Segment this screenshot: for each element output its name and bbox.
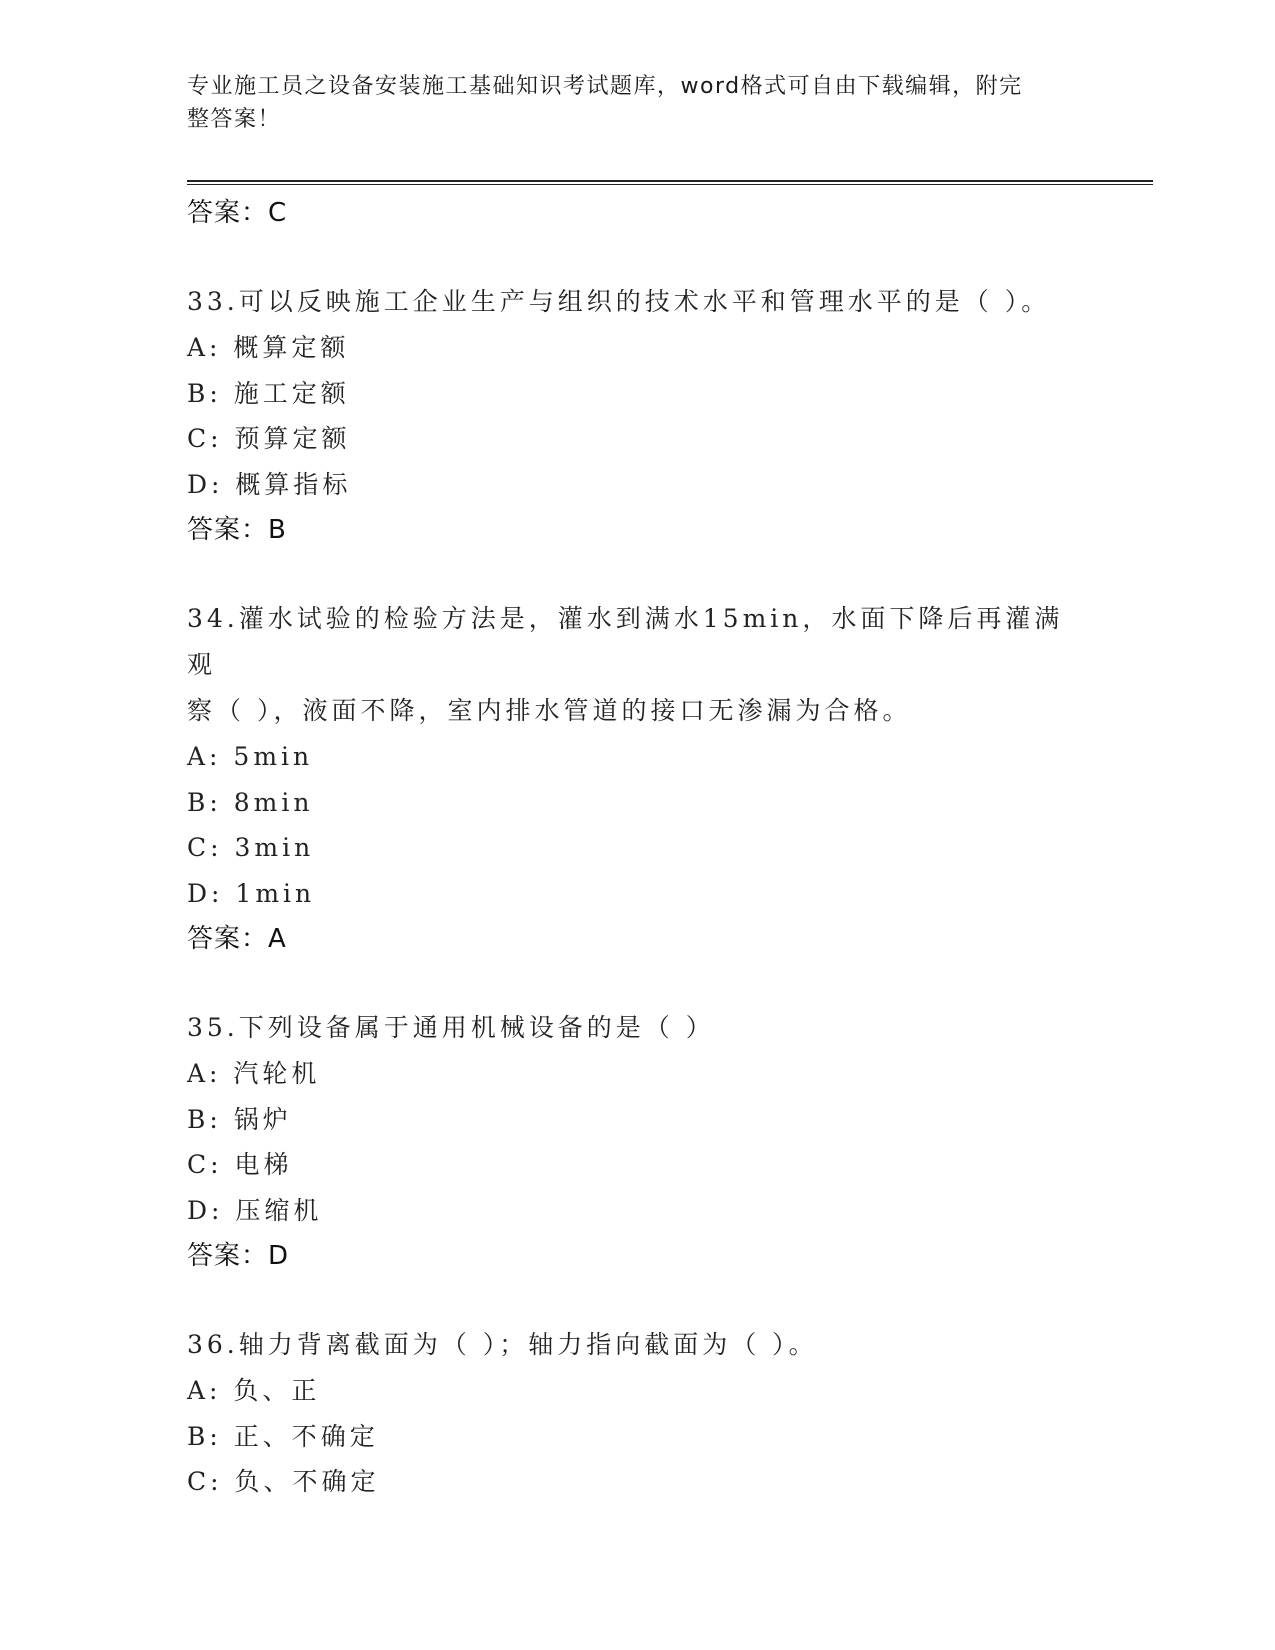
block-spacer [187,553,1087,596]
question-34-option-b: B: 8min [187,787,314,817]
question-34-option-a: A: 5min [187,742,314,771]
block-spacer [187,1279,1087,1322]
question-35-option-a: A: 汽轮机 [187,1059,321,1088]
header-title-line-1: 专业施工员之设备安装施工基础知识考试题库，word格式可自由下载编辑，附完 [187,74,1023,99]
question-35-answer: 答案：D [187,1241,290,1271]
question-36-option-c: C: 负、不确定 [187,1467,380,1496]
question-35-text: 35.下列设备属于通用机械设备的是（ ） [187,1013,715,1042]
question-36-option-b: B: 正、不确定 [187,1421,379,1451]
header-title-line-2: 整答案！ [187,107,282,132]
document-header [187,70,1067,136]
question-34-answer: 答案：A [187,924,287,954]
question-35 [187,1005,1087,1279]
question-list [187,190,1087,1505]
question-33-text: 33.可以反映施工企业生产与组织的技术水平和管理水平的是（ ）。 [187,287,1051,316]
question-33-option-c: C: 预算定额 [187,424,351,453]
question-34-option-c: C: 3min [187,833,315,862]
question-33-option-a: A: 概算定额 [187,333,350,362]
question-34-text-line-1: 34.灌水试验的检验方法是，灌水到满水15min，水面下降后再灌满观 [187,604,1064,679]
header-divider [187,180,1153,185]
question-34-option-d: D: 1min [187,878,316,908]
question-35-option-c: C: 电梯 [187,1150,293,1179]
question-36 [187,1322,1087,1505]
question-36-text: 36.轴力背离截面为（ ）；轴力指向截面为（ ）。 [187,1330,818,1359]
block-spacer [187,962,1087,1005]
block-spacer [187,236,1087,279]
question-36-option-a: A: 负、正 [187,1376,321,1405]
question-33 [187,279,1087,553]
question-33-option-d: D: 概算指标 [187,469,352,499]
question-35-option-b: B: 锅炉 [187,1104,292,1134]
question-33-answer: 答案：B [187,515,287,545]
question-34-text-line-2: 察（ ），液面不降，室内排水管道的接口无渗漏为合格。 [187,696,912,725]
question-33-option-b: B: 施工定额 [187,378,350,408]
question-35-option-d: D: 压缩机 [187,1195,323,1225]
previous-answer: 答案：C [187,198,288,228]
question-34 [187,596,1087,962]
